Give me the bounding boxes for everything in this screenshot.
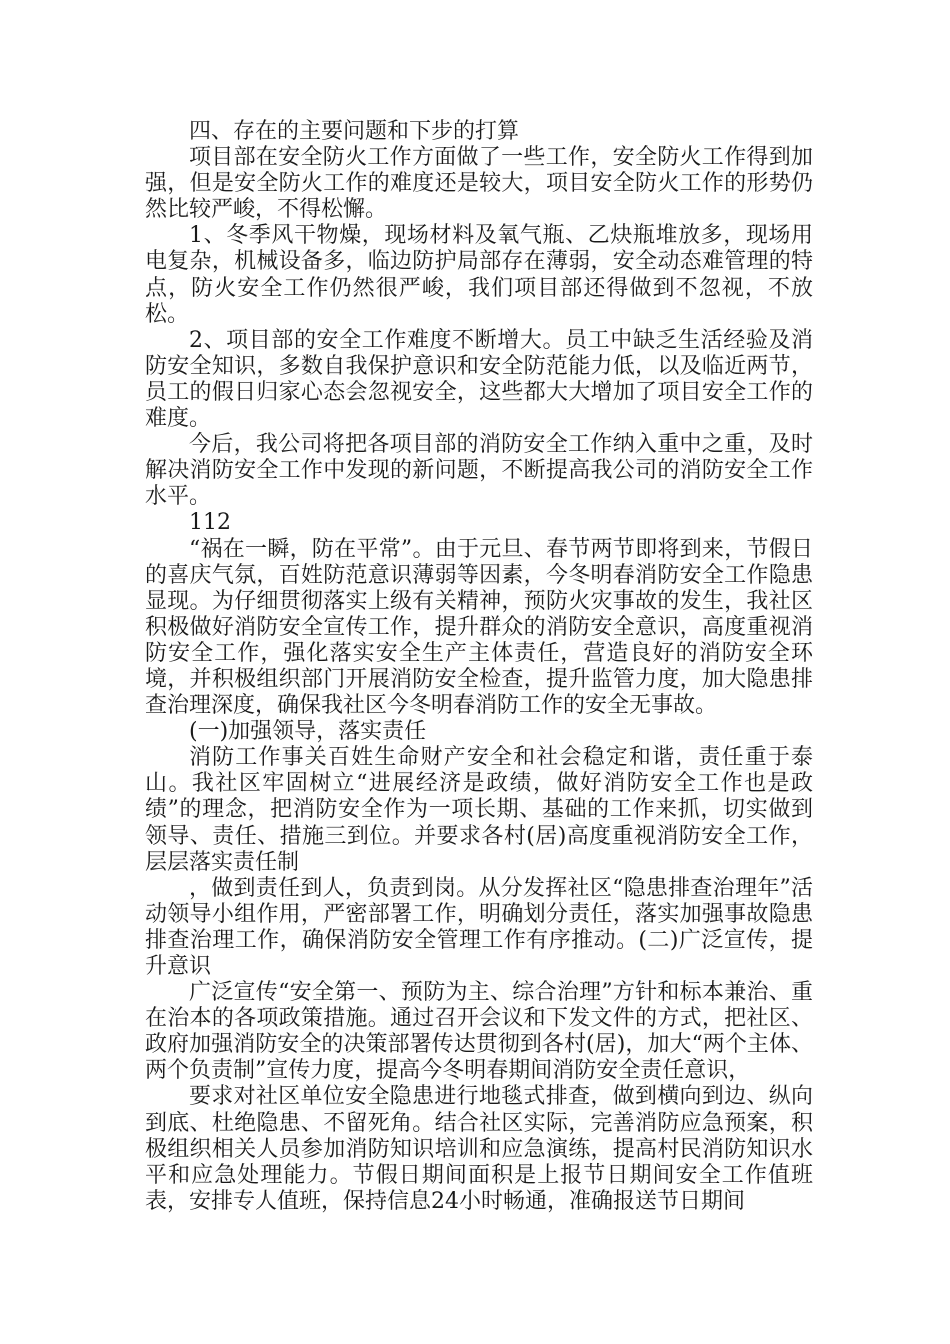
body-paragraph: 项目部在安全防火工作方面做了一些工作，安全防火工作得到加强，但是安全防火工作的难度还是较大，项目安全防火工作的形势仍然比较严峻，不得松懈。 [145,145,813,223]
body-paragraph: ，做到责任到人，负责到岗。从分发挥社区“隐患排查治理年”活动领导小组作用，严密部署工作，明确划分责任，落实加强事故隐患排查治理工作，确保消防安全管理工作有序推动。(二)广泛宣传，提升意识 [145,875,813,979]
body-paragraph: 消防工作事关百姓生命财产安全和社会稳定和谐，责任重于泰山。我社区牢固树立“进展经济是政绩，做好消防安全工作也是政绩”的理念，把消防安全作为一项长期、基础的工作来抓，切实做到领导、责任、措施三到位。并要求各村(居)高度重视消防安全工作，层层落实责任制 [145,745,813,875]
body-paragraph: “祸在一瞬，防在平常”。由于元旦、春节两节即将到来，节假日的喜庆气氛，百姓防范意识薄弱等因素，今冬明春消防安全工作隐患显现。为仔细贯彻落实上级有关精神，预防火灾事故的发生，我社区积极做好消防安全宣传工作，提升群众的消防安全意识，高度重视消防安全工作，强化落实安全生产主体责任，营造良好的消防安全环境，并积极组织部门开展消防安全检查，提升监管力度，加大隐患排查治理深度，确保我社区今冬明春消防工作的安全无事故。 [145,536,813,719]
body-paragraph: 今后，我公司将把各项目部的消防安全工作纳入重中之重，及时解决消防安全工作中发现的新问题，不断提高我公司的消防安全工作水平。 [145,432,813,510]
section-heading: 四、存在的主要问题和下步的打算 [189,119,520,144]
subsection-heading: (一)加强领导，落实责任 [189,719,427,745]
page-number-text: 112 [189,510,231,536]
body-paragraph: 2、项目部的安全工作难度不断增大。员工中缺乏生活经验及消防安全知识，多数自我保护意识和安全防范能力低，以及临近两节，员工的假日归家心态会忽视安全，这些都大大增加了项目安全工作的难度。 [145,327,813,432]
body-paragraph: 广泛宣传“安全第一、预防为主、综合治理”方针和标本兼治、重在治本的各项政策措施。通过召开会议和下发文件的方式，把社区、政府加强消防安全的决策部署传达贯彻到各村(居)，加大“两个主体、两个负责制”宣传力度，提高今冬明春期间消防安全责任意识， [145,980,813,1084]
body-paragraph: 1、冬季风干物燥，现场材料及氧气瓶、乙炔瓶堆放多，现场用电复杂，机械设备多，临边防护局部存在薄弱，安全动态难管理的特点，防火安全工作仍然很严峻，我们项目部还得做到不忽视，不放松。 [145,223,813,327]
body-paragraph: 要求对社区单位安全隐患进行地毯式排查，做到横向到边、纵向到底、杜绝隐患、不留死角。结合社区实际，完善消防应急预案，积极组织相关人员参加消防知识培训和应急演练，提高村民消防知识水平和应急处理能力。节假日期间面积是上报节日期间安全工作值班表，安排专人值班，保持信息24小时畅通，准确报送节日期间 [145,1084,813,1214]
document-body [145,119,813,1215]
